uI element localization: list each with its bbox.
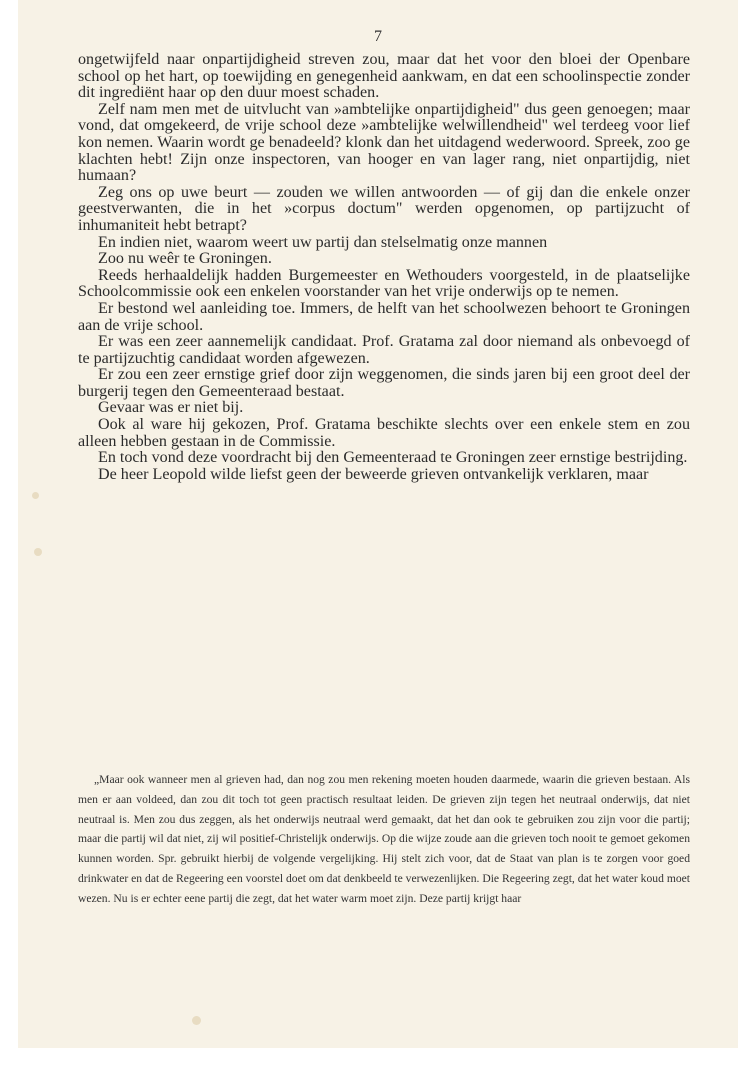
quoted-passage: [78, 770, 690, 909]
paragraph: Ook al ware hij gekozen, Prof. Gratama beschikte slechts over een enkele stem en zou alleen hebben gestaan in de Commissie.: [78, 416, 690, 450]
body-text: [78, 52, 690, 483]
paragraph: De heer Leopold wilde liefst geen der beweerde grieven ontvankelijk verklaren, maar: [98, 465, 649, 483]
quote-paragraph: „Maar ook wanneer men al grieven had, dan nog zou men rekening moeten houden daarmede, waarin die grieven bestaan. Als men er aan voldeed, dan zou dit toch tot geen practisch resultaat leiden. De grieven zijn tegen het neutraal onderwijs, dat niet neutraal is. Men zou dus zeggen, als het onderwijs neutraal werd gemaakt, dat het dan ook te gebruiken zou zijn voor die partij; maar die partij wil dat niet, zij wil positief-Christelijk onderwijs. Op die wijze zoude aan die grieven toch nooit te gemoet gekomen kunnen worden. Spr. gebruikt hierbij de volgende vergelijking. Hij stelt zich voor, dat de Staat van plan is te zorgen voor goed drinkwater en dat de Regeering een voorstel doet om dat denkbeeld te verwezenlijken. Die Regeering zegt, dat het water koud moet wezen. Nu is er echter eene partij die zegt, dat het water warm moet zijn. Deze partij krijgt haar: [78, 773, 690, 905]
paragraph: En toch vond deze voordracht bij den Gemeenteraad te Groningen zeer ernstige bestrijding.: [98, 449, 688, 467]
paragraph: Zoo nu weêr te Groningen.: [98, 250, 272, 268]
paragraph: Er was een zeer aannemelijk candidaat. Prof. Gratama zal door niemand als onbevoegd of te partijzuchtig candidaat worden afgewezen.: [78, 333, 690, 367]
paragraph: En indien niet, waarom weert uw partij dan stelselmatig onze mannen: [98, 233, 548, 251]
page-number: 7: [374, 28, 382, 45]
paragraph: Er bestond wel aanleiding toe. Immers, de helft van het schoolwezen behoort te Groningen aan de vrije school.: [78, 299, 690, 334]
paper-speck: [34, 548, 42, 556]
paragraph: Zelf nam men met de uitvlucht van »ambtelijke onpartijdigheid" dus geen genoegen; maar vond, dat omgekeerd, de vrije school deze »ambtelijke welwillendheid" wel terdeeg voor lief kon nemen. Waarin wordt ge benadeeld? klonk dan het uitdagend wederwoord. Spreek, zoo ge klachten hebt! Zijn onze inspectoren, van hooger en van lager rang, niet onpartijdig, niet humaan?: [78, 100, 690, 185]
paragraph: Er zou een zeer ernstige grief door zijn weggenomen, die sinds jaren bij een groot deel der burgerij tegen den Gemeenteraad bestaat.: [78, 366, 690, 400]
document-page: [18, 0, 738, 1048]
paper-speck: [32, 492, 39, 499]
paragraph: ongetwijfeld naar onpartijdigheid streven zou, maar dat het voor den bloei der Openbare school op het hart, op toewijding en genegenheid aankwam, en dat een schoolinspectie zonder dit ingrediënt haar op den duur moest schaden.: [78, 51, 690, 102]
paragraph: Gevaar was er niet bij.: [98, 399, 244, 417]
paragraph: Reeds herhaaldelijk hadden Burgemeester en Wethouders voorgesteld, in de plaatselijke Schoolcommissie ook een enkelen voorstander van het vrije onderwijs op te nemen.: [78, 266, 690, 301]
paragraph: Zeg ons op uwe beurt — zouden we willen antwoorden — of gij dan die enkele onzer geestverwanten, die in het »corpus doctum" werden opgenomen, op partijzucht of inhumaniteit hebt betrapt?: [78, 183, 690, 234]
paper-speck: [192, 1016, 201, 1025]
